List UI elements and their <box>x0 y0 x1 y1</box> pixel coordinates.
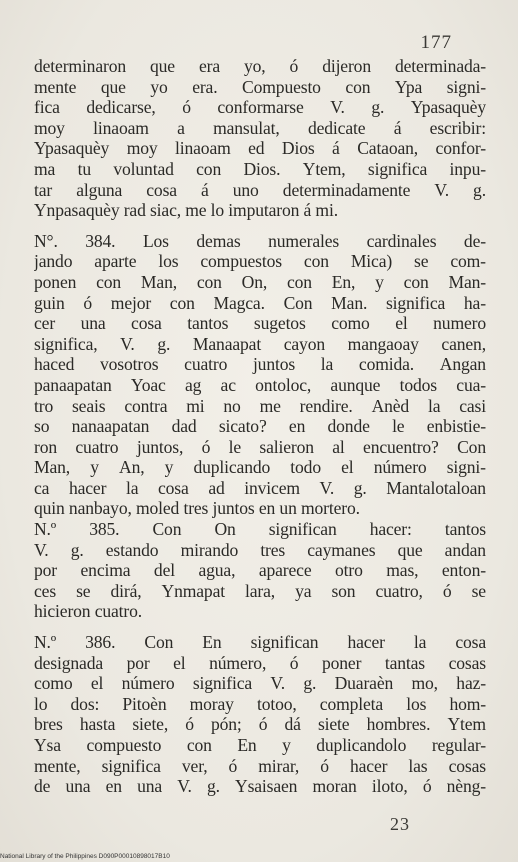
text-line: ces se dirá, Ynmapat lara, ya son cuatro, ó se <box>34 580 486 601</box>
text-line: hicieron cuatro. <box>34 601 142 622</box>
text-line: ca hacer la cosa ad invicem V. g. Mantalotaloan <box>34 477 486 498</box>
text-line: designada por el número, ó poner tantas cosas <box>34 652 486 673</box>
text-line: moy linaoam a mansulat, dedicate á escribir: <box>34 117 486 138</box>
text-line: Ynpasaquèy rad siac, me lo imputaron á mi. <box>34 200 338 221</box>
text-line: como el número significa V. g. Duaraèn mo, haz- <box>34 673 486 694</box>
text-line: fica dedicarse, ó conformarse V. g. Ypasaquèy <box>34 97 486 118</box>
text-line: Ypasaquèy moy linaoam ed Dios á Cataoan, confor- <box>34 138 486 159</box>
signature-number: 23 <box>390 814 410 834</box>
text-line: quin nanbayo, moled tres juntos en un mortero. <box>34 498 360 519</box>
text-line: bres hasta siete, ó pón; ó dá siete hombres. Ytem <box>34 714 486 735</box>
text-line: guin ó mejor con Magca. Con Man. significa ha- <box>34 292 486 313</box>
paragraph-gap <box>34 221 486 231</box>
text-line: N°. 384. Los demas numerales cardinales de- <box>34 230 486 251</box>
text-line: mente que yo era. Compuesto con Ypa signi- <box>34 76 486 97</box>
text-line: ponen con Man, con On, con En, y con Man- <box>34 271 486 292</box>
text-line: so nanaapatan dad sicato? en donde le enbistie- <box>34 416 486 437</box>
text-line: mente, significa ver, ó mirar, ó hacer las cosas <box>34 755 486 776</box>
text-line: Man, y An, y duplicando todo el número signi- <box>34 457 486 478</box>
text-line: tar alguna cosa á uno determinadamente V. g. <box>34 179 486 200</box>
text-line: ron cuatro juntos, ó le salieron al encuentro? Con <box>34 436 486 457</box>
paragraph-gap <box>34 622 486 632</box>
text-line: V. g. estando mirando tres caymanes que andan <box>34 539 486 560</box>
text-line: Ysa compuesto con En y duplicandolo regular- <box>34 735 486 755</box>
text-line: N.º 386. Con En significan hacer la cosa <box>34 632 486 653</box>
text-line: haced vosotros cuatro juntos la comida. Angan <box>34 354 486 375</box>
text-line: significa, V. g. Manaapat cayon mangaoay canen, <box>34 333 486 354</box>
text-line: N.º 385. Con On significan hacer: tantos <box>34 519 486 540</box>
text-line: panaapatan Yoac ag ac ontoloc, aunque todos cua- <box>34 374 486 395</box>
page-number: 177 <box>420 32 452 53</box>
page-text <box>34 56 486 797</box>
text-line: tro seais contra mi no me rendire. Anèd la casi <box>34 395 486 416</box>
text-line: ma tu voluntad con Dios. Ytem, significa inpu- <box>34 158 486 179</box>
text-line: por encima del agua, aparece otro mas, enton- <box>34 560 486 581</box>
text-line: jando aparte los compuestos con Mica) se com- <box>34 251 486 272</box>
text-line: determinaron que era yo, ó dijeron determinada- <box>34 56 486 76</box>
text-line: lo dos: Pitoèn moray totoo, completa los hom- <box>34 693 486 714</box>
text-line: de una en una V. g. Ysaisaen moran iloto, ó nèng- <box>34 776 486 797</box>
scan-credit: National Library of the Philippines D090P00010898017B10 <box>0 853 170 860</box>
text-line: cer una cosa tantos sugetos como el numero <box>34 313 486 334</box>
